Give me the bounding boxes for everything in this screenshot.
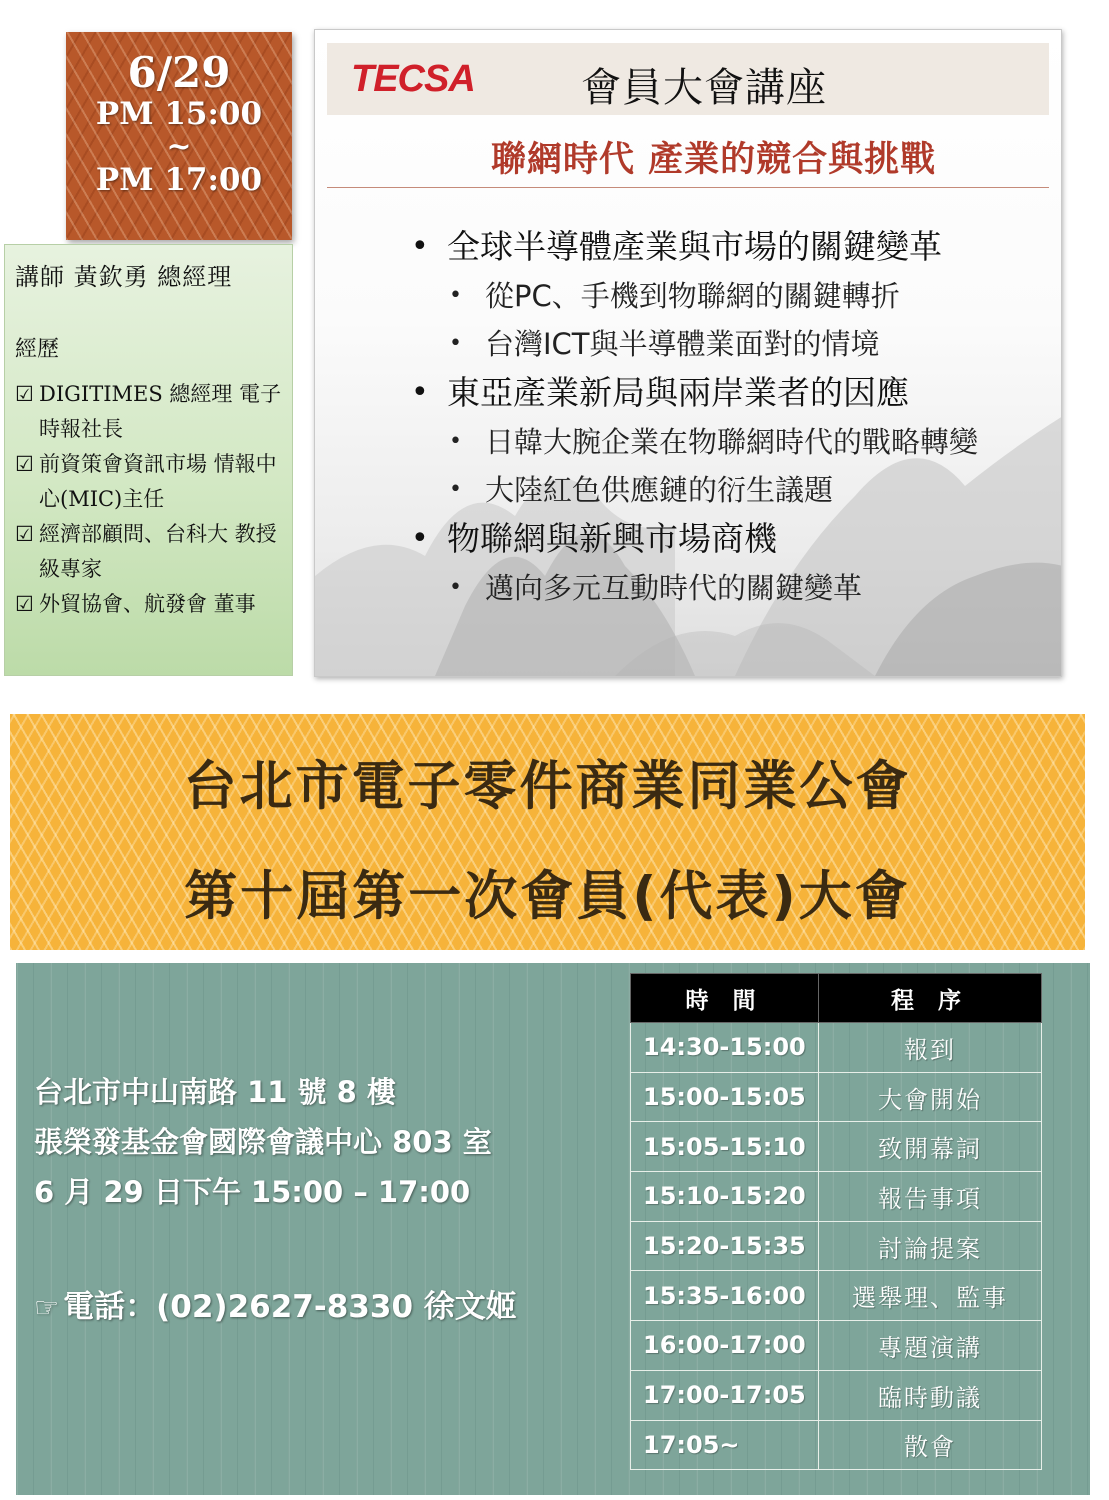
program-cell: 致開幕詞 [819,1122,1042,1172]
address-line: 台北市中山南路 11 號 8 樓 [34,1075,396,1109]
table-row [631,1023,1042,1073]
checkbox-icon: ☑ [15,382,34,406]
subtopic-text: 從PC、手機到物聯網的關鍵轉折 [485,279,900,313]
resume-item-text: 前資策會資訊市場 情報中心(MIC)主任 [39,452,277,511]
table-row [631,1172,1042,1222]
contact-phone [34,1281,517,1326]
time-cell: 17:00-17:05 [631,1370,819,1420]
checkbox-icon: ☑ [15,452,34,476]
start-time: PM 15:00 [95,96,263,132]
subtopic-text: 邁向多元互動時代的關鍵變革 [485,571,863,605]
venue-line: 張榮發基金會國際會議中心 803 室 [34,1125,492,1159]
association-name: 台北市電子零件商業同業公會 [183,756,912,817]
topic-item [411,222,978,272]
topic-text: 東亞產業新局與兩岸業者的因應 [447,373,909,412]
slide-subtitle: 聯網時代 產業的競合與挑戰 [491,140,937,180]
table-row [631,1420,1042,1470]
time-cell: 15:00-15:05 [631,1072,819,1122]
bullet-icon: • [411,375,429,410]
speaker-name: 講師 黃欽勇 總經理 [15,263,233,291]
topic-item [411,514,978,564]
topic-text: 物聯網與新興市場商機 [447,519,777,558]
date-time-line: 6 月 29 日下午 15:00 – 17:00 [34,1175,471,1209]
subtopic-text: 日韓大腕企業在物聯網時代的戰略轉變 [485,425,979,459]
program-cell: 散會 [819,1420,1042,1470]
time-separator: ~ [166,129,192,164]
program-cell: 報告事項 [819,1172,1042,1222]
slide-title: 會員大會講座 [581,65,827,111]
program-cell: 討論提案 [819,1221,1042,1271]
program-cell: 專題演講 [819,1321,1042,1371]
subtopic-text: 台灣ICT與半導體業面對的情境 [485,327,880,361]
schedule-table [630,973,1042,1470]
time-cell: 16:00-17:00 [631,1321,819,1371]
bullet-icon: • [449,331,462,356]
bullet-icon: • [449,575,462,600]
resume-item [15,447,282,517]
resume-item-text: 外貿協會、航發會 董事 [39,592,256,616]
event-date: 6/29 [127,48,231,97]
divider [327,187,1049,188]
resume-item-text: 經濟部顧問、台科大 教授級專家 [39,522,277,581]
table-row [631,1271,1042,1321]
time-cell: 15:10-15:20 [631,1172,819,1222]
lecture-slide [314,29,1062,677]
time-cell: 15:35-16:00 [631,1271,819,1321]
bullet-icon: • [411,229,429,264]
program-cell: 臨時動議 [819,1370,1042,1420]
table-row [631,1221,1042,1271]
bullet-icon: • [449,429,462,454]
resume-item [15,587,282,622]
bullet-icon: • [449,283,462,308]
subtopic-item [411,418,978,466]
subtopic-item [411,466,978,514]
program-cell: 報到 [819,1023,1042,1073]
column-header-program: 程 序 [819,974,1042,1023]
topic-text: 全球半導體產業與市場的關鍵變革 [447,227,942,266]
subtopic-item [411,320,978,368]
meeting-title-band [10,714,1085,950]
bullet-icon: • [411,521,429,556]
time-cell: 15:20-15:35 [631,1221,819,1271]
tecsa-logo: TECSA [351,58,475,100]
subtopic-item [411,564,978,612]
topic-list [411,222,978,612]
time-cell: 17:05~ [631,1420,819,1470]
table-header-row [631,974,1042,1023]
column-header-time: 時 間 [631,974,819,1023]
checkbox-icon: ☑ [15,522,34,546]
meeting-name: 第十屆第一次會員(代表)大會 [184,866,911,927]
resume-item [15,517,282,587]
table-row [631,1122,1042,1172]
pointing-hand-icon: ☞ [34,1291,60,1324]
phone-text: 電話：(02)2627-8330 徐文姬 [63,1289,517,1325]
speaker-box [4,244,293,676]
subtopic-item [411,272,978,320]
checkbox-icon: ☑ [15,592,34,616]
end-time: PM 17:00 [95,162,263,198]
resume-item [15,377,282,447]
subtopic-text: 大陸紅色供應鏈的衍生議題 [485,473,834,507]
date-tile [66,32,292,240]
resume-title: 經歷 [15,337,60,362]
venue-info [34,1067,492,1217]
program-cell: 大會開始 [819,1072,1042,1122]
topic-item [411,368,978,418]
time-cell: 14:30-15:00 [631,1023,819,1073]
table-row [631,1321,1042,1371]
program-cell: 選舉理、監事 [819,1271,1042,1321]
table-row [631,1370,1042,1420]
time-cell: 15:05-15:10 [631,1122,819,1172]
table-row [631,1072,1042,1122]
bullet-icon: • [449,477,462,502]
resume-item-text: DIGITIMES 總經理 電子時報社長 [39,382,282,441]
